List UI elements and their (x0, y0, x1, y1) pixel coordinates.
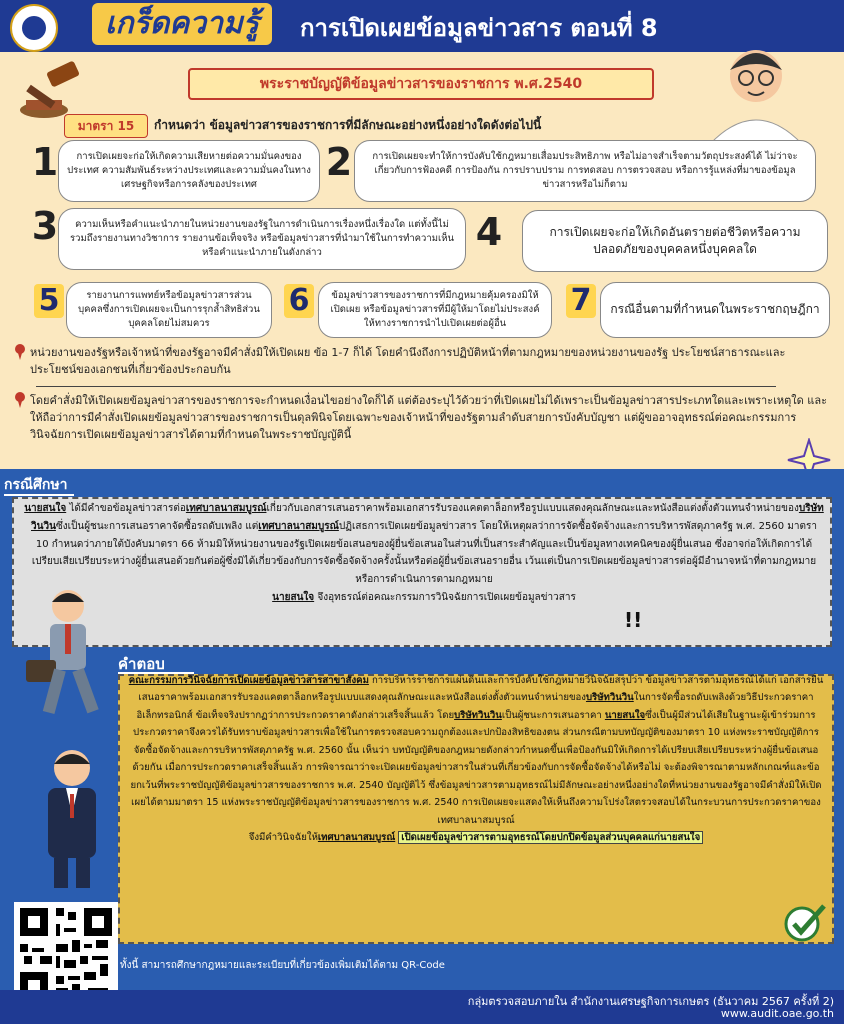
item-number: 5 (34, 284, 64, 318)
answer-text-part: การบริหารราชการแผ่นดินและการบังคับใช้กฎหมายวินิจฉัยสรุปว่า ข้อมูลข่าวสารตามอุทธรณ์ได้แก่ เอกสารยื่นเสนอราคาพร้อมเอกสารรับรองแคตตาล็อกหรือรูปแบบแสดงคุณลักษณะและหนังสือแต่งตั้งตัวแทนจำหน่ายของ (138, 675, 824, 704)
case-study-tag: กรณีศึกษา (4, 474, 74, 496)
case-text-part: เกี่ยวกับเอกสารเสนอราคาพร้อมเอกสารรับรองแคตตาล็อกหรือรูปแบบแสดงคุณลักษณะและหนังสือแต่งตั้งตัวแทนจำหน่ายของ (266, 503, 799, 514)
item-number: 1 (31, 140, 59, 184)
item-number: 3 (31, 204, 59, 248)
footnote: ทั้งนี้ สามารถศึกษากฎหมายและระเบียบที่เกี่ยวข้องเพิ่มเติมได้ตาม QR-Code (120, 960, 445, 971)
footer-org: กลุ่มตรวจสอบภายใน สำนักงานเศรษฐกิจการเกษตร (ธันวาคม 2567 ครั้งที่ 2) (467, 995, 834, 1008)
divider (36, 386, 776, 387)
answer-tag: คำตอบ (118, 652, 194, 674)
company-name: บริษัทวินวิน (585, 692, 634, 704)
section-badge: มาตรา 15 (64, 114, 148, 138)
section-text: กำหนดว่า ข้อมูลข่าวสารของราชการที่มีลักษณะอย่างหนึ่งอย่างใดดังต่อไปนี้ (154, 118, 542, 132)
company-name: บริษัทวินวิน (454, 709, 502, 721)
requester-name: นายสนใจ (604, 709, 646, 721)
company-name: บริษัทวินวิน (31, 503, 824, 532)
case-text-part: ได้มีคำขอข้อมูลข่าวสารต่อ (66, 503, 186, 514)
gavel-icon (18, 56, 88, 120)
answer-text-part: ในการจัดซื้อรถดับเพลิงด้วยวิธีประกวดราคาอิเล็กทรอนิกส์ ข้อเท็จจริงปรากฏว่าการประกวดราคาดังกล่าวเสร็จสิ้นแล้ว โดย (136, 692, 814, 721)
item-text: ข้อมูลข่าวสารของราชการที่มีกฎหมายคุ้มครองมิให้เปิดเผย หรือข้อมูลข่าวสารที่มีผู้ให้มาโดยไม่ประสงค์ให้ทางราชการนำไปเปิดเผยต่อผู้อื่น (330, 290, 540, 329)
check-mark-icon (782, 902, 828, 942)
municipality-name: เทศบาลนาสมบูรณ์ (317, 832, 396, 844)
pin-icon (14, 344, 26, 360)
agency-seal-icon (10, 4, 58, 52)
committee-name: คณะกรรมการวินิจฉัยการเปิดเผยข้อมูลข่าวสารสาขาสังคม (128, 675, 369, 686)
requester-name: นายสนใจ (272, 591, 315, 603)
item-number: 6 (284, 284, 314, 318)
answer-text-part: ซึ่งเป็นผู้มีส่วนได้เสียในฐานะผู้เข้าร่วมการประกวดราคาจึงควรได้รับทราบข้อมูลข่าวสารเพื่อใช้ในการตรวจสอบความถูกต้องและปกป้องสิทธิของตน ส่วนกรณีตามบทบัญญัติของมาตรา 10 แห่งพระราชบัญญัติการจัดซื้อจัดจ้างและการบริหารพัสดุภาครัฐ พ.ศ. 2560 นั้น เห็นว่า บทบัญญัติของกฎหมายดังกล่าวกำหนดขึ้นเพื่อป้องกันมิให้เกิดการได้เปรียบเสียเปรียบระหว่างผู้ยื่นข้อเสนอด้วยกัน เมื่อการประกวดราคาเสร็จสิ้นแล้ว การพิจารณาว่าจะเปิดเผยข้อมูลข่าวสารในส่วนที่เกี่ยวข้องกับการจัดซื้อจัดจ้างได้หรือไม่ จะต้องพิจารณาตามหลักเกณฑ์และข้อยกเว้นที่พระราชบัญญัติข้อมูลข่าวสารของราชการ พ.ศ. 2540 บัญญัติไว้ ซึ่งข้อมูลข่าวสารตามอุทธรณ์ไม่มีลักษณะอย่างหนึ่งอย่างใดที่หน่วยงานของรัฐอาจมีคำสั่งมิให้เปิดเผยได้ตามมาตรา 15 แห่งพระราชบัญญัติข้อมูลข่าวสารของราชการ พ.ศ. 2540 การเปิดเผยจะแสดงให้เห็นถึงความโปร่งใสตรวจสอบได้ในกระบวนการประกวดราคาของเทศบาลนาสมบูรณ์ (130, 709, 822, 826)
brand-label: เกร็ดความรู้ (92, 3, 272, 45)
case-text-part: ปฏิเสธการเปิดเผยข้อมูลข่าวสาร โดยให้เหตุผลว่าการจัดซื้อจัดจ้างและการบริหารพัสดุภาครัฐ พ.ศ. 2560 มาตรา 10 กำหนดว่าภายใต้บังคับมาตรา 66 ห้ามมิให้หน่วยงานของรัฐเปิดเผยข้อเสนอของผู้ยื่นข้อเสนอในส่วนที่เป็นสาระสำคัญและเป็นข้อมูลทางเทคนิคของผู้ยื่นเสนอ ซึ่งอาจก่อให้เกิดการได้เปรียบเสียเปรียบระหว่างผู้ยื่นเสนอด้วยกันต่อผู้ซึ่งมิได้เกี่ยวข้องกับการจัดซื้อจัดจ้างครั้งนั้นหรือต่อผู้ยื่นข้อเสนอรายอื่น เว้นแต่เป็นการเปิดเผยข้อมูลข่าวสารต่อผู้มีอำนาจหน้าที่ตามกฎหมายหรือการดำเนินการตามกฎหมาย (31, 520, 817, 586)
note-paragraph: โดยคำสั่งมิให้เปิดเผยข้อมูลข่าวสารของราชการจะกำหนดเงื่อนไขอย่างใดก็ได้ แต่ต้องระบุไว้ด้วยว่าที่เปิดเผยไม่ได้เพราะเป็นข้อมูลข่าวสารประเภทใดและเพราะเหตุใด และให้ถือว่าการมีคำสั่งเปิดเผยข้อมูลข่าวสารของราชการเป็นดุลพินิจโดยเฉพาะของเจ้าหน้าที่ของรัฐตามลำดับสายการบังคับบัญชา แต่ผู้ขออาจอุทธรณ์ต่อคณะกรรมการวินิจฉัยการเปิดเผยข้อมูลข่าวสารได้ตามที่กำหนดในพระราชบัญญัตินี้ (30, 394, 827, 442)
item-text: การเปิดเผยจะทำให้การบังคับใช้กฎหมายเสื่อมประสิทธิภาพ หรือไม่อาจสำเร็จตามวัตถุประสงค์ได้ ไม่ว่าจะเกี่ยวกับการฟ้องคดี การป้องกัน การปราบปราม การทดสอบ การตรวจสอบ หรือการรู้แหล่งที่มาของข้อมูลข่าวสารหรือไม่ก็ตาม (372, 151, 798, 190)
item-card (58, 208, 466, 270)
footer-website-link[interactable]: www.audit.oae.go.th (720, 1007, 834, 1020)
item-card (522, 210, 828, 272)
page-title: การเปิดเผยข้อมูลข่าวสาร ตอนที่ 8 (300, 14, 658, 42)
item-text: การเปิดเผยจะก่อให้เกิดอันตรายต่อชีวิตหรือความปลอดภัยของบุคคลหนึ่งบุคคลใด (549, 224, 801, 256)
officer-thumbs-up-illustration-icon (24, 744, 120, 890)
answer-text-part: จึงมีคำวินิจฉัยให้ (248, 832, 318, 844)
answer-text (128, 672, 824, 847)
municipality-name: เทศบาลนาสมบูรณ์ (258, 520, 339, 532)
case-study-text (24, 500, 824, 607)
exclamation-marks: !! (624, 608, 643, 632)
note-paragraph: หน่วยงานของรัฐหรือเจ้าหน้าที่ของรัฐอาจมีคำสั่งมิให้เปิดเผย ข้อ 1-7 ก็ได้ โดยคำนึงถึงการปฏิบัติหน้าที่ตามกฎหมายของหน่วยงานของรัฐ ประโยชน์สาธารณะและประโยชน์ของเอกชนที่เกี่ยวข้องประกอบกัน (30, 346, 786, 377)
officer-illustration-icon (690, 36, 822, 144)
item-card (58, 140, 320, 202)
item-number: 2 (325, 140, 353, 184)
item-card (600, 282, 830, 338)
item-card (354, 140, 816, 202)
case-text-part: จึงอุทธรณ์ต่อคณะกรรมการวินิจฉัยการเปิดเผยข้อมูลข่าวสาร (314, 591, 576, 603)
municipality-name: เทศบาลนาสมบูรณ์ (185, 503, 267, 514)
pin-icon (14, 392, 26, 408)
item-number: 7 (566, 284, 596, 318)
footer-bar (0, 990, 844, 1024)
case-text-part: ซึ่งเป็นผู้ชนะการเสนอราคาจัดซื้อรถดับเพลิง แต่ (55, 520, 259, 532)
businessman-illustration-icon (10, 584, 120, 720)
item-card (318, 282, 552, 338)
item-text: กรณีอื่นตามที่กำหนดในพระราชกฤษฎีกา (610, 302, 820, 317)
item-text: การเปิดเผยจะก่อให้เกิดความเสียหายต่อความมั่นคงของประเทศ ความสัมพันธ์ระหว่างประเทศและความมั่นคงในทางเศรษฐกิจหรือการคลังของประเทศ (67, 151, 311, 190)
item-number: 4 (475, 210, 503, 254)
decision-highlight: เปิดเผยข้อมูลข่าวสารตามอุทธรณ์โดยปกปิดข้อมูลส่วนบุคคลแก่นายสนใจ (398, 831, 703, 844)
answer-text-part: เป็นผู้ชนะการเสนอราคา (501, 709, 605, 721)
requester-name: นายสนใจ (24, 503, 67, 514)
item-card (66, 282, 272, 338)
item-text: ความเห็นหรือคำแนะนำภายในหน่วยงานของรัฐในการดำเนินการเรื่องหนึ่งเรื่องใด แต่ทั้งนี้ไม่รวมถึงรายงานทางวิชาการ รายงานข้อเท็จจริง หรือข้อมูลข่าวสารที่นำมาใช้ในการทำความเห็นหรือคำแนะนำภายในดังกล่าว (70, 219, 454, 258)
item-text: รายงานการแพทย์หรือข้อมูลข่าวสารส่วนบุคคลซึ่งการเปิดเผยจะเป็นการรุกล้ำสิทธิส่วนบุคคลโดยไม่สมควร (78, 290, 260, 329)
act-title: พระราชบัญญัติข้อมูลข่าวสารของราชการ พ.ศ.2540 (188, 68, 654, 100)
